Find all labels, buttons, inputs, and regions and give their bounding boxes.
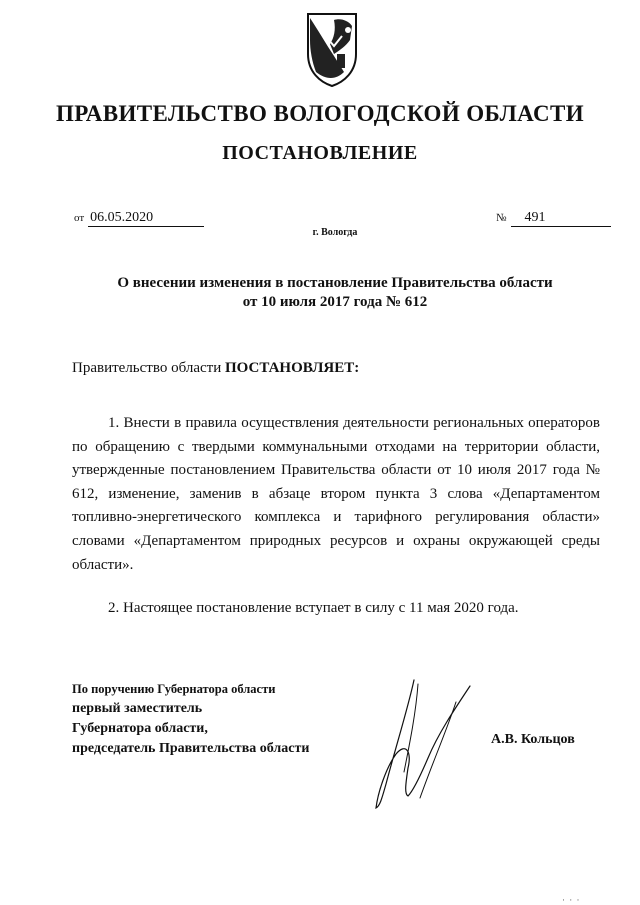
date-prefix: от [74,212,85,224]
signatory-line-3: Губернатора области, [72,721,208,736]
number-value: 491 [511,210,611,227]
scan-mark: · · · [562,895,581,905]
signatory-line-2: первый заместитель [72,701,203,716]
city-label: г. Вологда [312,227,358,238]
subject-line-1: О внесении изменения в постановление Правительства области [117,275,553,291]
government-title: ПРАВИТЕЛЬСТВО ВОЛОГОДСКОЙ ОБЛАСТИ [55,101,585,126]
signatory-line-4: председатель Правительства области [72,741,310,756]
number-field [496,208,611,227]
number-prefix: № [496,212,507,224]
coat-of-arms-emblem [304,10,360,88]
signatory-line-1: По поручению Губернатора области [72,682,276,696]
document-subject [100,274,570,312]
preamble [72,360,359,377]
date-field [74,208,204,227]
paragraph-1: 1. Внести в правила осуществления деятельности региональных операторов по обращению с твердыми коммунальными отходами на территории области, утвержденные постановлением Правительства области от 10 июля 2017 года № 612, изменение, заменив в абзаце втором пункта 3 слова «Департаментом топливно-энергетического комплекса и тарифного регулирования области» словами «Департаментом природных ресурсов и охраны окружающей среды области». [72,415,600,573]
document-type-title: ПОСТАНОВЛЕНИЕ [222,142,418,164]
preamble-text: Правительство области [72,360,225,376]
paragraph-2: 2. Настоящее постановление вступает в силу с 11 мая 2020 года. [108,600,519,616]
signatory-position [72,679,309,759]
date-value: 06.05.2020 [88,210,204,227]
signer-name: А.В. Кольцов [491,732,575,747]
handwritten-signature [356,672,496,812]
subject-line-2: от 10 июля 2017 года № 612 [242,294,428,310]
preamble-bold: ПОСТАНОВЛЯЕТ: [224,360,360,376]
